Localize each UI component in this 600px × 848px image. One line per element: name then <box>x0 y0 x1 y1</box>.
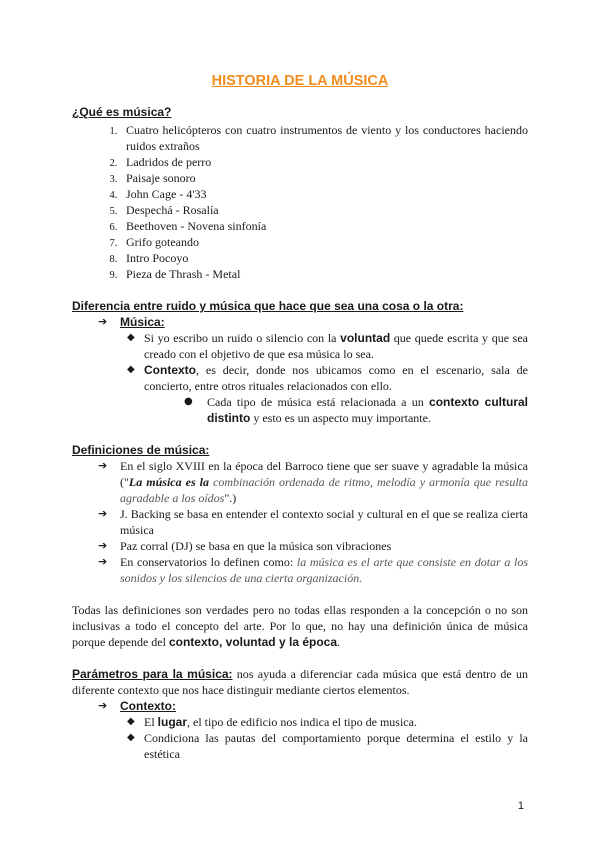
text-span: El <box>144 715 158 729</box>
list-item: 9. Pieza de Thrash - Metal <box>120 266 528 282</box>
diamond-icon: ◆ <box>127 332 135 343</box>
examples-list <box>72 122 528 282</box>
section-heading-diferencia: Diferencia entre ruido y música que hace que sea una cosa o la otra: <box>72 299 464 313</box>
bullet-contexto <box>72 362 528 394</box>
list-item: 2. Ladridos de perro <box>120 154 528 170</box>
arrow-icon: ➔ <box>98 699 108 712</box>
bold-contexto-voluntad-epoca: contexto, voluntad y la época <box>168 635 338 649</box>
diamond-icon: ◆ <box>127 716 135 727</box>
italic-quote: la música es el arte que consiste en dotar a los sonidos y los silencios de una cierta organización. <box>120 555 529 585</box>
musica-label: Música: <box>120 315 165 329</box>
contexto-label <box>120 699 176 713</box>
bold-lugar: lugar <box>157 715 188 729</box>
document-body <box>72 104 528 762</box>
bold-contexto: Contexto <box>144 363 196 377</box>
arrow-icon: ➔ <box>98 459 108 472</box>
bullet-musica <box>72 314 528 330</box>
arrow-icon: ➔ <box>98 539 108 552</box>
arrow-icon: ➔ <box>98 315 108 328</box>
list-item: 6. Beethoven - Novena sinfonía <box>120 218 528 234</box>
text-span: , es decir, donde nos ubicamos como en el escenario, sala de concierto, entre otros rituales relacionados con ello. <box>144 363 528 393</box>
section-heading-parametros: Parámetros para la música: <box>72 667 233 681</box>
contexto-label-text: Contexto: <box>120 699 176 713</box>
page-number: 1 <box>517 800 524 812</box>
text-span: Si yo escribo un ruido o silencio con la <box>144 331 341 345</box>
bullet-condiciona <box>72 730 528 762</box>
text-span: Cada tipo de música está relacionada a un <box>207 395 430 409</box>
list-item: 3. Paisaje sonoro <box>120 170 528 186</box>
list-item: 8. Intro Pocoyo <box>120 250 528 266</box>
text-span: Condiciona las pautas del comportamiento porque determina el estilo y la estética <box>144 731 528 761</box>
arrow-icon: ➔ <box>98 555 108 568</box>
list-item: 4. John Cage - 4'33 <box>120 186 528 202</box>
text-span: , el tipo de edificio nos indica el tipo de musica. <box>187 715 417 729</box>
bullet-lugar <box>72 714 528 730</box>
bullet-contexto-cultural <box>72 394 528 426</box>
text-span: En el siglo XVIII en la época del Barroco tiene que ser suave y agradable la música (" <box>120 459 528 489</box>
text-span: y esto es un aspecto muy importante. <box>250 411 431 425</box>
summary-paragraph <box>72 602 528 650</box>
text-span: ".) <box>224 491 237 505</box>
bold-voluntad: voluntad <box>340 331 391 345</box>
definition-conservatorios <box>72 554 528 586</box>
text-span: J. Backing se basa en entender el contexto social y cultural en el que se realiza cierta música <box>120 507 528 537</box>
text-span: En conservatorios lo definen como: <box>120 555 297 569</box>
definition-barroco <box>72 458 528 506</box>
definition-paz-corral <box>72 538 528 554</box>
definition-backing <box>72 506 528 538</box>
list-item: 7. Grifo goteando <box>120 234 528 250</box>
bullet-contexto-label <box>72 698 528 714</box>
list-item: 5. Despechá - Rosalía <box>120 202 528 218</box>
text-span: que quede escrita y que sea creado con el objetivo de que esa música lo sea. <box>144 331 528 361</box>
italic-strong: La música es la <box>128 475 209 489</box>
parametros-paragraph <box>72 666 528 698</box>
list-item: 1. Cuatro helicópteros con cuatro instrumentos de viento y los conductores haciendo ruidos extraños <box>120 122 528 154</box>
section-heading-definiciones: Definiciones de música: <box>72 443 210 457</box>
text-span: . <box>337 635 341 649</box>
diamond-icon: ◆ <box>127 732 135 743</box>
bold-contexto-cultural: contexto cultural distinto <box>207 395 528 425</box>
bullet-voluntad <box>72 330 528 362</box>
dot-icon: ● <box>184 396 193 407</box>
arrow-icon: ➔ <box>98 507 108 520</box>
text-span: nos ayuda a diferenciar cada música que está dentro de un diferente contexto que nos hace distinguir mediante ciertos elementos. <box>72 667 528 697</box>
text-span: Paz corral (DJ) se basa en que la música son vibraciones <box>120 539 392 553</box>
italic-quote: combinación ordenada de ritmo, melodía y armonía que resulta agradable a los oídos <box>120 475 528 505</box>
section-heading-que-es-musica: ¿Qué es música? <box>72 105 172 119</box>
text-span: Todas las definiciones son verdades pero no todas ellas responden a la concepción o no son inclusivas a todo el concepto del arte. Por lo que, no hay una definición única de música porque depende del <box>72 603 528 649</box>
page-title: HISTORIA DE LA MÚSICA <box>211 73 389 89</box>
diamond-icon: ◆ <box>127 364 135 375</box>
